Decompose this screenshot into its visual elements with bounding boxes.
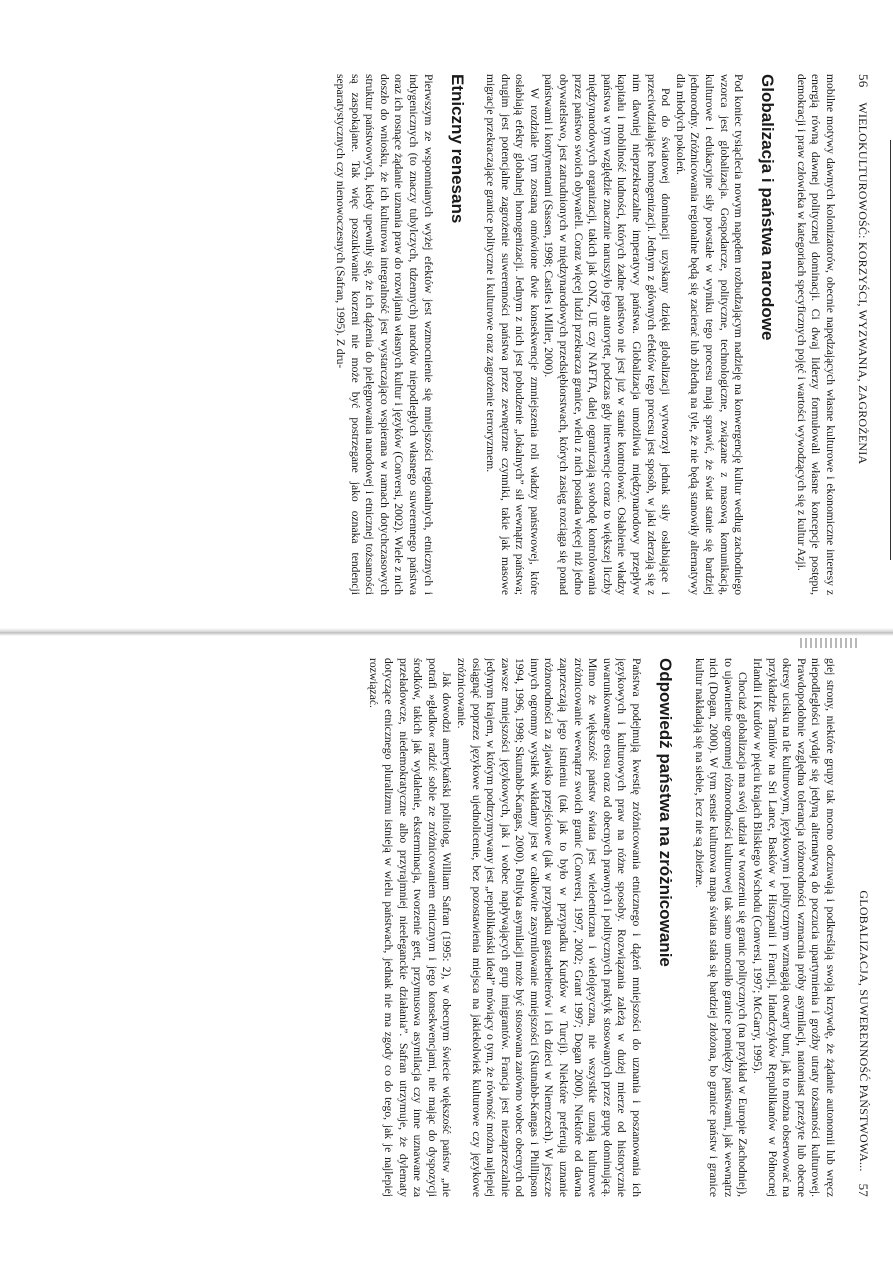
left-running-head-text: WIELOKULTUROWOŚĆ: KORZYŚCI, WYZWANIA, ZAGROŻENIA [856, 102, 870, 465]
section-heading-globalizacja: Globalizacja i państwa narodowe [758, 74, 778, 341]
left-running-header [855, 74, 871, 595]
body-paragraph: W rozdziale tym zostaną omówione dwie konsekwencje zmniejszenia roli władzy państwowej, które osłabiają efekty globalnej homogenizacji. Jednym z nich jest pobudzenie „lokalnych” sił wewnątrz państwa; drugim jest potencjalne zagrożenie suwerenności państwa przez zewnętrzne czynniki, takie jak masowe migracje przekraczające granice polityczne i kulturowe oraz zagrożenie terroryzmem. [484, 74, 541, 595]
left-intro-paragraph: mobilne motywy dawnych kolonizatorów, obecnie napędzających własne kulturowe i ekonomiczne interesy z energią równą dawnej politycznej dominacji. Ci dwaj liderzy formułowali własne koncepcje postępu, demokracji i praw człowieka w kategoriach specyficznych pojęć i wartości wywodzących się z kultur Azji. [794, 74, 837, 595]
right-page [0, 632, 893, 1263]
body-paragraph: Państwa podejmują kwestię zróżnicowania etnicznego i dążeń mniejszości do uznania i poszanowania ich językowych i kulturowych praw na różne sposoby. Rozwiązania zależą w dużej mierze od historycznie uwarunkowanego etosu oraz od obecnych prawnych i politycznych praktyk stosowanych przez grupę dominującą. Mimo że większość państw świata jest wieloetniczna i wielojęzyczna, nie wszystkie uznają kulturowe zróżnicowanie wewnątrz swoich granic (Conversi, 1997, 2002; Grant 1997; Dogan 2000). Niektóre od dawna zaprzeczają jego istnieniu (tak jak to było w przypadku Kurdów w Turcji). Niektóre preferują uznanie różnorodności za zjawisko przejściowe (jak w przypadku gastarbeiterów i ich dzieci w Niemczech). W jeszcze innych ogromny wysiłek wkładany jest w całkowite zasymilowanie mniejszości (Skutnabb-Kangas i Phillipson 1994, 1996, 1998; Skutnabb-Kangas, 2000). Polityka asymilacji może być stosowana zarówno wobec obecnych od zawsze mniejszości językowych, jak i wobec napływających grup imigrantów. Francja jest niezaprzeczalnie jedynym krajem, w którym podtrzymywany jest „republikański ideał” mówiący o tym, że równość można najlepiej osiągnąć poprzez językowe ujednolicenie, bez pozostawienia miejsca na jakiekolwiek kulturowe czy językowe zróżnicowanie. [454, 658, 644, 1197]
right-running-head-text: GLOBALIZACJA, SUWERENNOŚĆ PAŃSTWOWA... [857, 890, 871, 1172]
right-running-header [855, 658, 871, 1197]
body-paragraph: Jak dowodzi amerykański politolog, William Safran (1995: 2), w obecnym świecie większość państw „nie potrafi »gładko« radzić sobie ze zróżnicowaniem etnicznym i jego konsekwencjami, nie mając do dyspozycji środków, takich jak wydalenie, eksterminacja, tworzenie gett, przymusowa asymilacja czy inne uznawane za przeładowcze, niedemokratyczne albo przyrajmniej nieeleganckie działania”. Safran utrzymuje, że dylematy dotyczące etnicznego pluralizmu istnieją w wielu państwach, jednak nie ma zgody co do tego, jak je najlepiej rozwiązać. [367, 658, 454, 1197]
right-page-number: 57 [856, 1183, 871, 1197]
section-heading-etniczny-renesans: Etniczny renesans [447, 74, 467, 224]
left-page-number: 56 [856, 74, 871, 88]
body-paragraph: Pod do światowej dominacji uzyskany dzięki globalizacji wytworzył jednak siły osłabiające i przeciwdziałające homogenizacji. Jednym z głównych efektów tego procesu jest sposób, w jaki zderzają się z nim dawniej nieprzekraczalne imperatywy państwa. Globalizacja umożliwia międzynarodowy przepływ kapitału i mobilność ludności, których żadne państwo nie jest już w stanie kontrolować. Osłabienie władzy państwa w tym względzie znacznie naruszyło jego autorytet, podczas gdy interwencje coraz to większej liczby międzynarodowych organizacji, takich jak ONZ, UE czy NAFTA, dalej ograniczają swobodę kontrolowania przez państwo swoich obywateli. Coraz więcej ludzi przekracza granice, wielu z nich posiada więcej niż jedno obywatelstwo, jest zatrudnionych w międzynarodowych przedsiębiorstwach, których zasięg rozciąga się ponad państwami i kontynentami (Sassen, 1998; Castles i Miller, 2000). [542, 74, 673, 595]
scan-artifact [800, 638, 860, 648]
body-paragraph: Pierwszym ze wspomnianych wyżej efektów jest wzmocnienie się mniejszości regionalnych, etnicznych i indygenicznych (to znaczy tubylczych, tdzennych) narodów niepodległych własnego suwerennego państwa oraz ich rosnące żądanie uznania praw do rozwijania własnych kultur i języków (Conversi, 2002). Wiele z nich doszło do wniosku, że ich kulturowa integralność jest wystarczająco wspierana w ramach dotychczasowych struktur państwowych, kiedy upewniły się, że ich dążenia do pielęgnowania narodowej i etnicznej tożsamości są zaspokajane. Tak więc poszukiwanie korzeni nie może być postrzegane jako oznaka tendencji separatystycznych czy nienowoczesnych (Safran, 1995). Z dru- [333, 74, 435, 595]
right-intro-paragraph: giej strony, niektóre grupy tak mocno odczuwają i podkreślają swoją krzywdę, że żądanie autonomii lub wręcz niepodległości wydaje się jedyną alternatywą do poczucia upartymienia i groźby utraty tożsamości kulturowej. Prawdopodobnie względna tolerancja różnorodności wzmacnia próby asymilacji, natomiast przeżyte lub obecne okresy ucisku na tle kulturowym, językowym i politycznym wzmagają otwarty bunt, jak to można obserwować na przykładzie Tamilów na Sri Lance, Basków w Hiszpanii i Francji, Irlandczyków Republikanów w Północnej Irlandii i Kurdów w pięciu krajach Bliskiego Wschodu (Conversi, 1997; McGarry, 1995). [751, 658, 837, 1197]
right-intro-paragraph-2: Chociaż globalizacja ma swój udział w tworzeniu się granic politycznych (na przykład w Europie Zachodniej), to ujawnienie ogromnej różnorodności kulturowej tak samo umocniło granice pomiędzy państwami, jak wewnątrz nich (Dogan, 2000). W tym sensie kulturowa mapa świata stała się bardziej złożona, bo granice państw i granice kultur nakładają się na siebie, lecz nie są zbieżne. [692, 658, 750, 1197]
scan-rule-line [890, 140, 891, 560]
right-page-body [26, 658, 837, 1197]
section-heading-odpowiedz-panstwa: Odpowiedź państwa na zróżnicowanie [656, 658, 676, 967]
body-paragraph: Pod koniec tysiąclecia nowym napędem rozbudzającym nadzieję na konwergencję kultur według zachodniego wzorca jest globalizacja. Gospodarcze, polityczne, technologiczne, związane z masową komunikacją, kulturowe i edukacyjne siły powstałe w wyniku tego procesu mają sprawić, że świat stanie się bardziej jednorodny. Zróżnicowania regionalne będą się zacierać lub zbledną na tyle, że nie będą stanowiły alternatywy dla młodych pokoleń. [673, 74, 746, 595]
left-page [0, 0, 893, 631]
left-page-body [26, 74, 837, 595]
